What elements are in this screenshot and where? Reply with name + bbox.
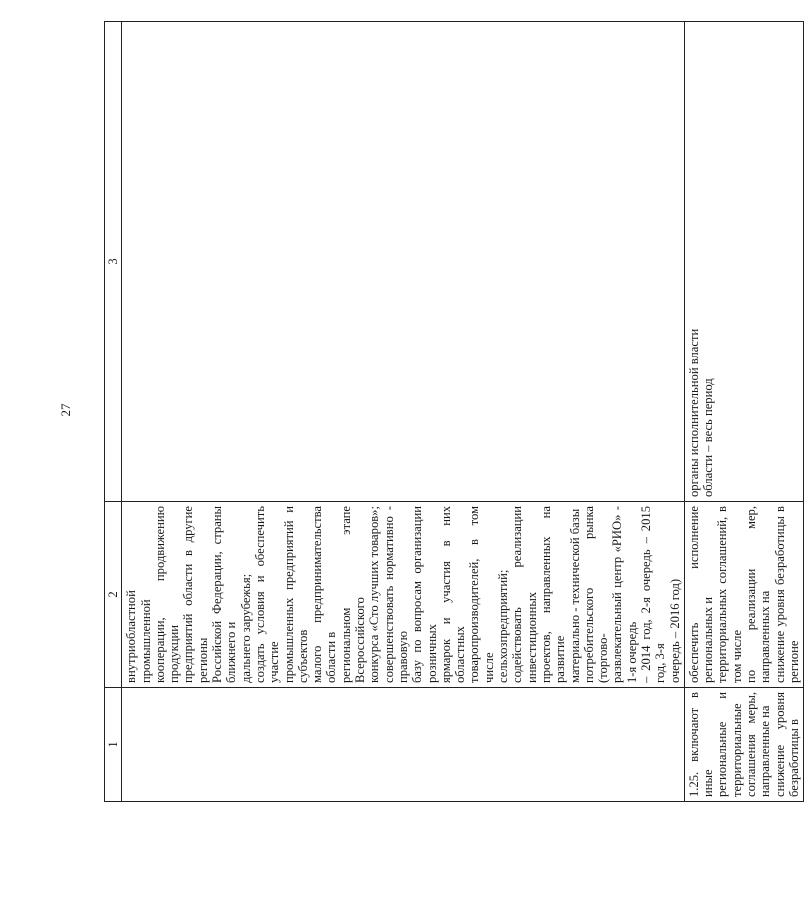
continuation-col3 xyxy=(122,22,685,502)
text-line: снижение уровня безработицы в регионе xyxy=(772,506,801,683)
header-col-2: 2 xyxy=(105,502,122,688)
table-header-row xyxy=(105,22,122,802)
rotated-table-container xyxy=(104,22,801,802)
text-line: содействовать реализации инвестиционных xyxy=(510,506,539,683)
header-col-3: 3 xyxy=(105,22,122,502)
text-line: кооперации, продвижению продукции xyxy=(152,506,182,683)
text-line: малого предпринимательства области в xyxy=(310,506,339,683)
text-line: товаропроизводителей, в том числе xyxy=(467,506,496,683)
text-line: проектов, направленных на развитие xyxy=(538,506,568,683)
table-row-1-25 xyxy=(684,22,803,802)
text-line: дальнего зарубежья; xyxy=(238,573,253,683)
continuation-col2 xyxy=(122,502,685,688)
text-line: соглашения меры, направленные на xyxy=(744,692,773,797)
text-line: создать условия и обеспечить участие xyxy=(252,506,282,683)
text-line: совершенствовать нормативно - правовую xyxy=(381,506,410,683)
text-line: территориальных соглашений, в том числе xyxy=(715,506,744,683)
text-line: ярмарок и участия в них областных xyxy=(438,506,468,683)
text-line: развлекательный центр «РИО» - 1-я очередь xyxy=(610,506,639,683)
row-1-25-col2 xyxy=(684,502,803,688)
text-line: потребительского рынка (торгово- xyxy=(581,506,611,683)
text-line: сельхозпредприятий; xyxy=(496,569,511,683)
continuation-col1 xyxy=(122,688,685,802)
row-1-25-col3 xyxy=(684,22,803,502)
document-table xyxy=(104,21,804,802)
header-col-1: 1 xyxy=(105,688,122,802)
text-line: области – весь период xyxy=(701,378,716,497)
text-line: конкурса «Сто лучших товаров»; xyxy=(367,506,382,683)
text-line: – 2014 год, 2-я очередь – 2015 год, 3-я xyxy=(638,506,668,683)
text-line: внутриобластной промышленной xyxy=(124,590,153,683)
text-line: по реализации мер, направленных на xyxy=(744,506,773,683)
text-line: материально - технической базы xyxy=(567,508,582,683)
text-line: базу по вопросам организации розничных xyxy=(410,506,439,683)
text-line: региональные и территориальные xyxy=(715,692,744,797)
text-line: региональном этапе Всероссийского xyxy=(338,506,368,683)
text-line: органы исполнительной власти xyxy=(686,328,701,497)
text-line: очередь – 2016 год) xyxy=(667,578,682,683)
text-line: обеспечить исполнение региональных и xyxy=(686,506,716,683)
text-line: 1.25. включают в иные xyxy=(686,692,716,797)
text-line: предприятий области в другие регионы xyxy=(181,506,210,683)
table-row-continuation xyxy=(122,22,685,802)
row-1-25-col1 xyxy=(684,688,803,802)
page-number: 27 xyxy=(58,403,73,417)
text-line: снижение уровня безработицы в xyxy=(772,692,801,797)
text-line: промышленных предприятий и субъектов xyxy=(281,506,310,683)
text-line: Российской Федерации, страны ближнего и xyxy=(210,506,239,683)
